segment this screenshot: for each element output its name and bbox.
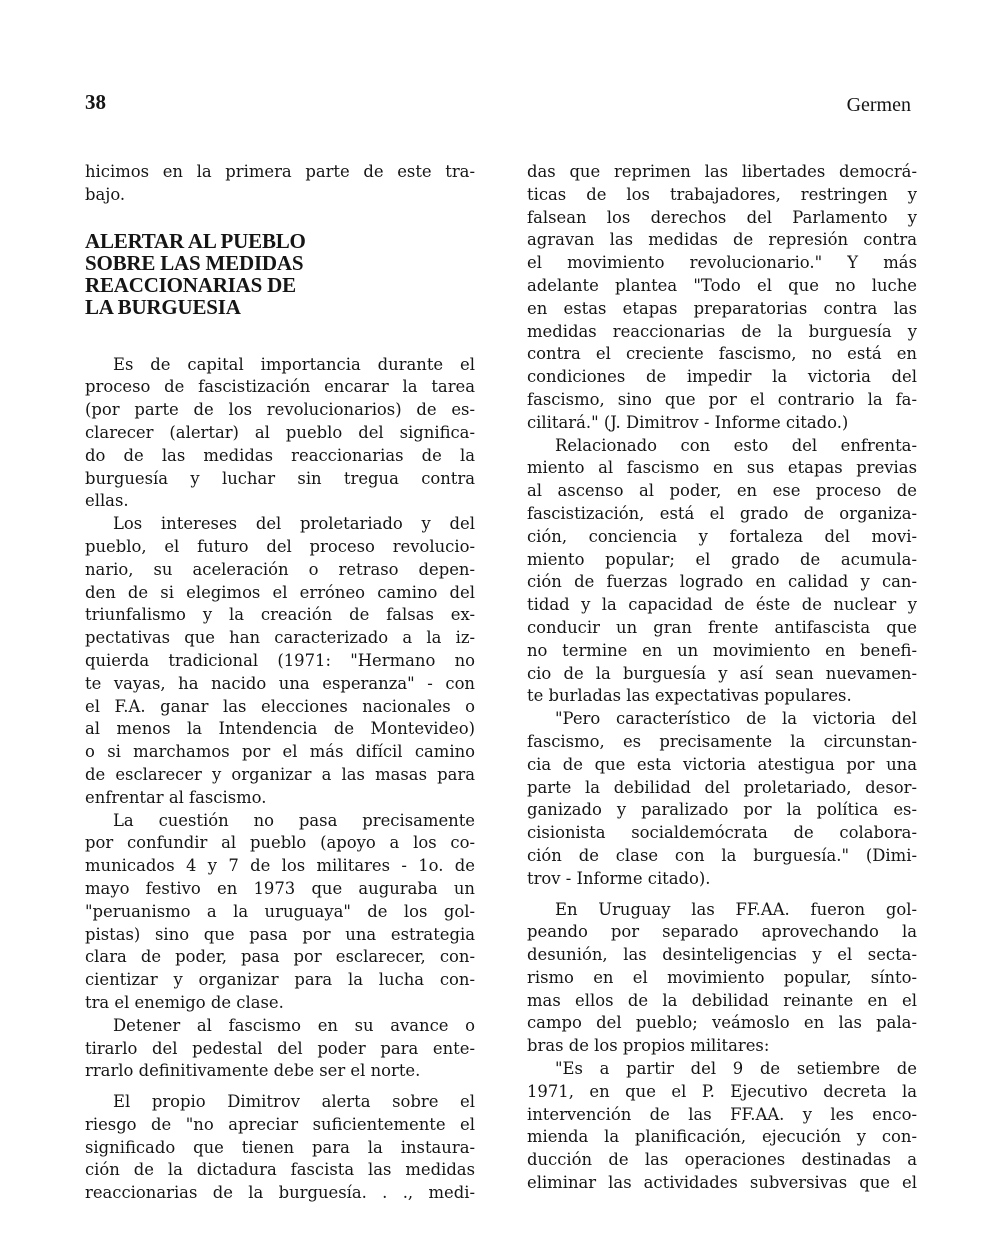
text-line: cilitará." (J. Dimitrov - Informe citado.): [527, 412, 849, 432]
text-line: municados 4 y 7 de los militares - 1o. de: [85, 856, 475, 876]
text-line: ción de clase con la burguesía." (Dimi-: [527, 845, 917, 865]
text-line: clarecer (alertar) al pueblo del significa-: [85, 422, 475, 442]
intro-text: [85, 161, 475, 207]
text-line: contra el creciente fascismo, no está en: [527, 344, 917, 364]
text-line: tra el enemigo de clase.: [85, 992, 284, 1012]
text-line: rismo en el movimiento popular, sínto-: [527, 967, 917, 987]
text-line: significado que tienen para la instaura-: [85, 1137, 475, 1157]
text-line: desunión, las desinteligencias y el secta-: [527, 945, 917, 965]
right-column: [527, 161, 917, 1195]
text-line: "peruanismo a la uruguaya" de los gol-: [85, 901, 475, 921]
text-line: te burladas las expectativas populares.: [527, 686, 852, 706]
text-line: En Uruguay las FF.AA. fueron gol-: [555, 899, 917, 919]
text-line: miento popular; el grado de acumula-: [527, 549, 917, 569]
text-line: das que reprimen las libertades democrá-: [527, 162, 917, 181]
text-line: al ascenso al poder, en ese proceso de: [527, 481, 917, 501]
heading-line: ALERTAR AL PUEBLO: [85, 229, 306, 252]
text-line: Detener al fascismo en su avance o: [113, 1015, 475, 1035]
text-line: pectativas que han caracterizado a la iz-: [85, 628, 475, 648]
text-line: ducción de las operaciones destinadas a: [527, 1150, 917, 1170]
text-line: do de las medidas reaccionarias de la: [85, 445, 475, 465]
text-line: te vayas, ha nacido una esperanza" - con: [85, 673, 475, 693]
text-line: ción de la dictadura fascista las medidas: [85, 1160, 475, 1180]
text-line: trov - Informe citado).: [527, 868, 711, 888]
text-line: fascistización, está el grado de organiza-: [527, 503, 917, 523]
heading-line: SOBRE LAS MEDIDAS: [85, 251, 304, 274]
text-line: peando por separado aprovechando la: [527, 922, 917, 942]
text-line: ganizado y paralizado por la política es-: [527, 800, 917, 820]
text-line: bajo.: [85, 184, 126, 204]
text-line: burguesía y luchar sin tregua contra: [85, 468, 475, 488]
text-line: bras de los propios militares:: [527, 1036, 770, 1056]
text-line: mas ellos de la debilidad reinante en el: [527, 990, 917, 1010]
text-line: medidas reaccionarias de la burguesía y: [527, 321, 917, 341]
text-line: conducir un gran frente antifascista que: [527, 617, 917, 637]
text-line: clara de poder, pasa por esclarecer, con-: [85, 947, 475, 967]
text-line: intervención de las FF.AA. y les enco-: [527, 1104, 917, 1124]
text-line: La cuestión no pasa precisamente: [113, 810, 475, 830]
text-line: agravan las medidas de represión contra: [527, 230, 917, 250]
text-line: 1971, en que el P. Ejecutivo decreta la: [527, 1081, 917, 1101]
paragraph: [85, 1091, 475, 1205]
text-line: el movimiento revolucionario." Y más: [527, 253, 917, 273]
text-line: "Pero característico de la victoria del: [555, 709, 917, 729]
paragraph: [527, 435, 917, 709]
text-line: proceso de fascistización encarar la tarea: [85, 377, 475, 397]
paragraph: [527, 708, 917, 890]
text-line: reaccionarias de la burguesía. . ., medi-: [85, 1183, 475, 1203]
text-line: adelante plantea "Todo el que no luche: [527, 275, 917, 295]
section-heading: [85, 230, 475, 318]
text-line: (por parte de los revolucionarios) de es-: [85, 400, 475, 420]
text-line: den de si elegimos el erróneo camino del: [85, 582, 475, 602]
paragraph: [527, 161, 917, 435]
paragraph: [85, 810, 475, 1015]
text-line: en estas etapas preparatorias contra las: [527, 298, 917, 318]
text-line: campo del pueblo; veámoslo en las pala-: [527, 1013, 917, 1033]
heading-line: REACCIONARIAS DE: [85, 273, 296, 296]
text-line: ción, conciencia y fortaleza del movi-: [527, 526, 917, 546]
paragraph: [85, 354, 475, 514]
paragraph: [85, 513, 475, 809]
text-line: pueblo, el futuro del proceso revolucio-: [85, 536, 475, 556]
text-line: de esclarecer y organizar a las masas para: [85, 764, 475, 784]
text-line: "Es a partir del 9 de setiembre de: [555, 1059, 917, 1079]
text-line: mayo festivo en 1973 que auguraba un: [85, 878, 475, 898]
text-line: parte la debilidad del proletariado, desor-: [527, 777, 917, 797]
text-line: cientizar y organizar para la lucha con-: [85, 970, 475, 990]
text-line: al menos la Intendencia de Montevideo): [85, 719, 475, 739]
text-line: eliminar las actividades subversivas que el: [527, 1173, 917, 1193]
text-line: nario, su aceleración o retraso depen-: [85, 559, 475, 579]
text-line: condiciones de impedir la victoria del: [527, 367, 917, 387]
text-line: enfrentar al fascismo.: [85, 787, 267, 807]
running-title: Germen: [846, 94, 911, 116]
text-line: ellas.: [85, 491, 129, 511]
text-line: quierda tradicional (1971: "Hermano no: [85, 650, 475, 670]
text-line: triunfalismo y la creación de falsas ex-: [85, 605, 475, 625]
text-line: fascismo, es precisamente la circunstan-: [527, 731, 917, 751]
left-column: [85, 161, 475, 1205]
text-line: riesgo de "no apreciar suficientemente el: [85, 1114, 475, 1134]
text-line: ción de fuerzas logrado en calidad y can-: [527, 572, 917, 592]
text-line: El propio Dimitrov alerta sobre el: [113, 1092, 475, 1112]
text-line: rrarlo definitivamente debe ser el norte.: [85, 1061, 421, 1081]
text-line: por confundir al pueblo (apoyo a los co-: [85, 833, 475, 853]
text-line: hicimos en la primera parte de este tra-: [85, 162, 475, 181]
text-line: no termine en un movimiento en benefi-: [527, 640, 917, 660]
text-line: cisionista socialdemócrata de colabora-: [527, 823, 917, 843]
paragraph: [85, 1015, 475, 1083]
text-line: pistas) sino que pasa por una estrategia: [85, 924, 475, 944]
heading-line: LA BURGUESIA: [85, 295, 241, 318]
text-line: miento al fascismo en sus etapas previas: [527, 458, 917, 478]
text-line: fascismo, sino que por el contrario la fa-: [527, 389, 917, 409]
text-line: ticas de los trabajadores, restringen y: [527, 184, 917, 204]
text-line: tirarlo del pedestal del poder para ente-: [85, 1038, 475, 1058]
paragraph: [527, 899, 917, 1059]
text-line: Relacionado con esto del enfrenta-: [555, 435, 917, 455]
text-line: Los intereses del proletariado y del: [113, 514, 475, 534]
text-line: cia de que esta victoria atestigua por una: [527, 754, 917, 774]
text-line: falsean los derechos del Parlamento y: [527, 207, 917, 227]
text-line: mienda la planificación, ejecución y con-: [527, 1127, 917, 1147]
paragraph: [527, 1058, 917, 1195]
text-line: el F.A. ganar las elecciones nacionales o: [85, 696, 475, 716]
page-number: 38: [85, 90, 106, 114]
text-line: Es de capital importancia durante el: [113, 354, 475, 374]
text-line: cio de la burguesía y así sean nuevamen-: [527, 663, 917, 683]
text-line: tidad y la capacidad de éste de nuclear y: [527, 595, 917, 615]
text-line: o si marchamos por el más difícil camino: [85, 742, 475, 762]
